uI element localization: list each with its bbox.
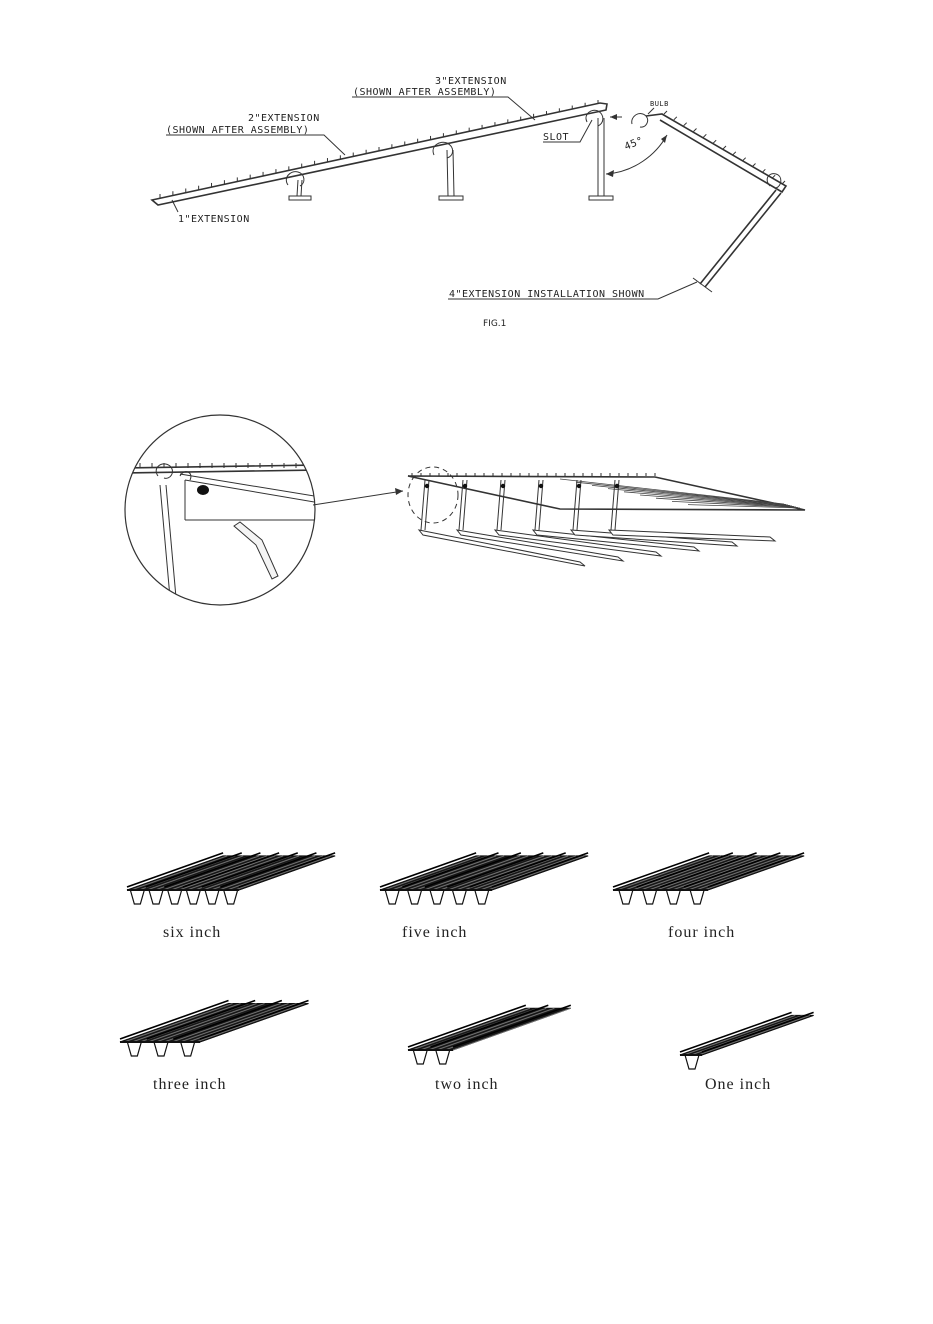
label-six-inch: six inch [163, 924, 222, 941]
label-ext4: 4"EXTENSION INSTALLATION SHOWN [449, 289, 645, 300]
leader-bulb [648, 108, 654, 114]
bolt-icon [197, 485, 209, 495]
label-three-inch: three inch [153, 1076, 227, 1093]
figure-1-section-drawing [152, 76, 786, 329]
label-bulb: BULB [650, 100, 669, 108]
label-ext1: 1"EXTENSION [178, 214, 250, 225]
four-inch-extension-piece [632, 114, 786, 292]
support-post-2 [433, 142, 463, 200]
leader-ext2 [166, 135, 345, 155]
label-angle: 45° [623, 135, 646, 153]
extension-serrations [664, 111, 785, 184]
label-ext3: 3"EXTENSION [435, 76, 507, 87]
figure-3-extension-sizes [120, 853, 814, 1069]
label-slot: SLOT [543, 132, 570, 143]
label-ext3-note: (SHOWN AFTER ASSEMBLY) [353, 87, 497, 98]
detail-arrow [313, 491, 403, 505]
label-two-inch: two inch [435, 1076, 499, 1093]
label-ext2: 2"EXTENSION [248, 113, 320, 124]
detail-magnifier [120, 415, 320, 620]
figure-2-assembly-drawing [120, 415, 805, 620]
label-four-inch: four inch [668, 924, 736, 941]
ramp-top-profile [152, 103, 607, 205]
label-one-inch: One inch [705, 1076, 772, 1093]
label-ext2-note: (SHOWN AFTER ASSEMBLY) [166, 125, 310, 136]
figure-1-caption: FIG.1 [483, 319, 507, 329]
ramp-assembly-perspective [408, 473, 805, 566]
leader-ext3 [352, 97, 535, 120]
label-five-inch: five inch [402, 924, 468, 941]
